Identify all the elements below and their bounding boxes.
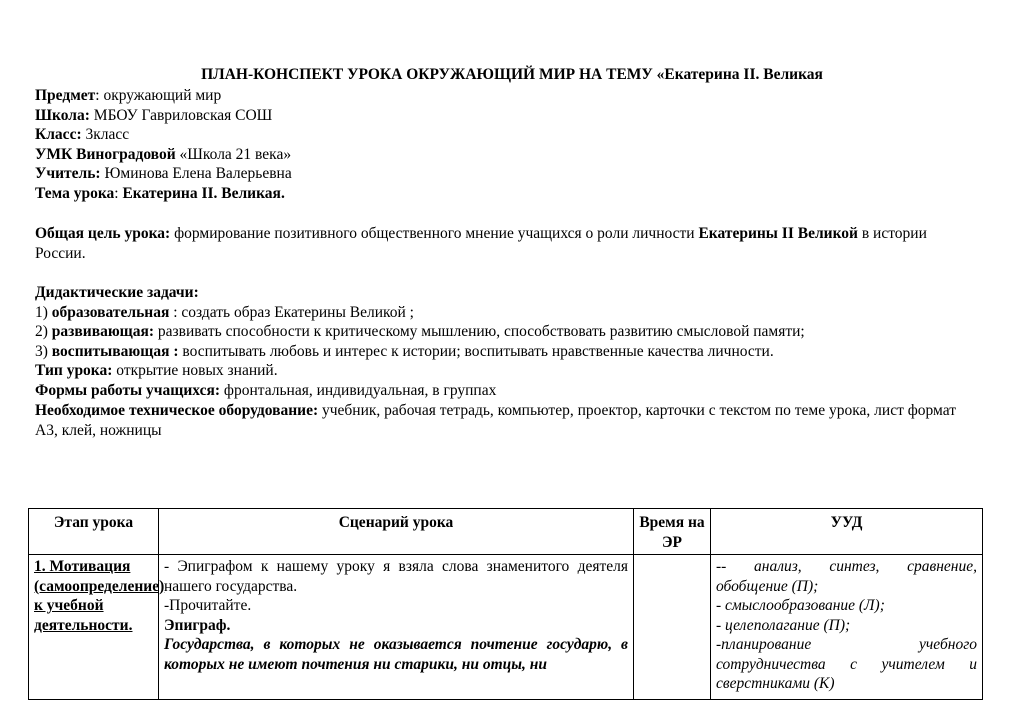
uud-line: -планирование учебного bbox=[716, 636, 977, 653]
epigraph-text: Государства, в которых не оказывается почтение государю, в которых не имеют почтения ни старики, ни отцы, ни bbox=[164, 636, 628, 673]
page-title: ПЛАН-КОНСПЕКТ УРОКА ОКРУЖАЮЩИЙ МИР НА ТЕМУ «Екатерина II. Великая bbox=[201, 66, 823, 83]
meta-class: Класс: 3класс bbox=[35, 126, 130, 143]
uud-line: - смыслообразование (Л); bbox=[716, 597, 885, 614]
scenario-intro: - Эпиграфом к нашему уроку я взяла слова знаменитого деятеля нашего государства. bbox=[164, 558, 628, 595]
equipment: Необходимое техническое оборудование: учебник, рабочая тетрадь, компьютер, проектор, карточки с текстом по теме урока, лист формат А3, клей, ножницы bbox=[35, 402, 956, 439]
column-header: Этап урока bbox=[29, 509, 159, 555]
meta-school: Школа: МБОУ Гавриловская СОШ bbox=[35, 106, 273, 124]
table-header-row bbox=[29, 509, 983, 555]
uud-line: - целеполагание (П); bbox=[716, 616, 851, 634]
task-item: 2) развивающая: развивать способности к критическому мышлению, способствовать развитию смысловой памяти; bbox=[35, 323, 805, 340]
tasks-heading: Дидактические задачи: bbox=[35, 284, 199, 301]
lesson-type: Тип урока: открытие новых знаний. bbox=[35, 362, 278, 379]
uud-line: обобщение (П); bbox=[716, 577, 819, 595]
epigraph-label: Эпиграф. bbox=[164, 616, 231, 634]
time-cell bbox=[634, 555, 711, 700]
meta-topic: Тема урока: Екатерина II. Великая. bbox=[35, 184, 285, 202]
lesson-meta bbox=[35, 86, 985, 203]
lesson-goal: Общая цель урока: формирование позитивного общественного мнение учащихся о роли личности Екатерины II Великой в истории России. bbox=[35, 225, 927, 262]
stage-cell: 1. Мотивация (самоопределение) к учебной деятельности. bbox=[29, 555, 159, 700]
uud-line: -- анализ, синтез, сравнение, bbox=[716, 558, 977, 575]
meta-umk: УМК Виноградовой «Школа 21 века» bbox=[35, 145, 292, 163]
work-forms: Формы работы учащихся: фронтальная, индивидуальная, в группах bbox=[35, 381, 497, 399]
table-row bbox=[29, 555, 983, 700]
task-item: 1) образовательная : создать образ Екатерины Великой ; bbox=[35, 303, 414, 321]
didactic-tasks bbox=[35, 283, 985, 400]
task-item: 3) воспитывающая : воспитывать любовь и интерес к истории; воспитывать нравственные качества личности. bbox=[35, 342, 774, 360]
column-header: УУД bbox=[711, 509, 983, 555]
uud-cell bbox=[711, 555, 983, 700]
meta-teacher: Учитель: Юминова Елена Валерьевна bbox=[35, 165, 292, 182]
column-header: Сценарий урока bbox=[159, 509, 634, 555]
uud-line: сотрудничества с учителем и bbox=[716, 655, 977, 673]
meta-subject: Предмет: окружающий мир bbox=[35, 87, 222, 104]
scenario-read: -Прочитайте. bbox=[164, 597, 252, 614]
uud-line: сверстниками (К) bbox=[716, 675, 835, 692]
column-header: Время на ЭР bbox=[634, 509, 711, 555]
scenario-cell bbox=[159, 555, 634, 700]
lesson-plan-table bbox=[28, 508, 983, 700]
